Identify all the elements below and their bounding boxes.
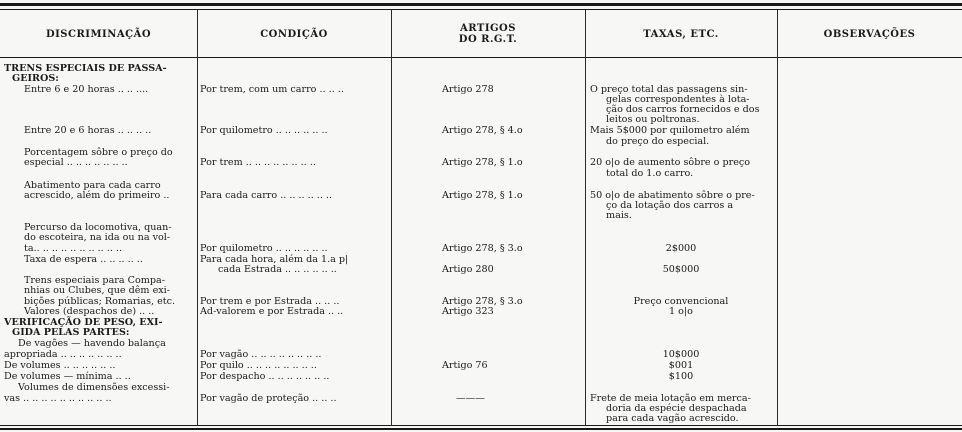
divider-1	[197, 10, 198, 426]
taxa-row-4c: mais.	[606, 210, 632, 221]
taxa-row-2b: do preço do especial.	[606, 136, 710, 147]
art-row-2: Artigo 278, § 4.o	[442, 125, 523, 136]
cond-row-11: Por despacho .. .. .. .. .. .. ..	[200, 371, 330, 382]
disc-row-4a: Abatimento para cada carro	[24, 180, 161, 191]
taxa-row-4b: ço da lotação dos carros a	[606, 200, 734, 211]
cond-row-6b: cada Estrada .. .. .. .. .. ..	[218, 264, 337, 275]
section-trens-especiais: TRENS ESPECIAIS DE PASSA-	[4, 63, 167, 74]
disc-row-10: De volumes .. .. .. .. .. ..	[4, 360, 116, 371]
taxa-row-2a: Mais 5$000 por quilometro além	[590, 125, 750, 136]
taxa-row-3b: total do 1.o carro.	[606, 168, 694, 179]
taxa-row-8: 1 o|o	[669, 306, 693, 317]
cond-row-5: Por quilometro .. .. .. .. .. ..	[200, 243, 328, 254]
taxa-row-7: Preço convencional	[633, 296, 729, 307]
disc-row-1: Entre 6 e 20 horas .. .. ....	[24, 84, 149, 95]
art-row-5: Artigo 278, § 3.o	[442, 243, 523, 254]
taxa-row-1d: leitos ou poltronas.	[606, 114, 700, 125]
cond-row-8: Ad-valorem e por Estrada .. ..	[200, 306, 344, 317]
taxa-row-12b: doria da espécie despachada	[606, 403, 747, 414]
cond-row-9: Por vagão .. .. .. .. .. .. .. ..	[200, 349, 322, 360]
header-artigos-line2: DO R.G.T.	[458, 34, 518, 45]
art-row-12-dash: ———	[456, 393, 485, 404]
taxa-row-12a: Frete de meia lotação em merca-	[590, 393, 751, 404]
cond-row-4: Para cada carro .. .. .. .. .. ..	[200, 190, 333, 201]
disc-row-2: Entre 20 e 6 horas .. .. .. ..	[24, 125, 152, 136]
cond-row-3: Por trem .. .. .. .. .. .. .. ..	[200, 157, 316, 168]
art-row-9: Artigo 76	[442, 360, 488, 371]
section-trens-especiais-cont: GEIROS:	[12, 73, 59, 84]
bottom-rule-thick	[0, 428, 962, 430]
disc-row-7b: nhias ou Clubes, que dêm exi-	[24, 285, 170, 296]
divider-2	[391, 10, 392, 426]
art-row-3: Artigo 278, § 1.o	[442, 157, 523, 168]
disc-row-5b: do escoteira, na ida ou na vol-	[24, 232, 171, 243]
cond-row-7: Por trem e por Estrada .. .. ..	[200, 296, 340, 307]
taxa-row-10: $001	[668, 360, 694, 371]
top-rule-thin	[0, 9, 962, 10]
art-row-4: Artigo 278, § 1.o	[442, 190, 523, 201]
art-row-8: Artigo 323	[442, 306, 494, 317]
taxa-row-12c: para cada vagão acrescido.	[606, 413, 739, 424]
disc-row-8: Valores (despachos de) .. ..	[24, 306, 155, 317]
header-artigos-line1: ARTIGOS	[460, 23, 516, 34]
cond-row-12: Por vagão de proteção .. .. ..	[200, 393, 337, 404]
taxa-row-9: 10$000	[662, 349, 700, 360]
taxa-row-1a: O preço total das passagens sin-	[590, 84, 748, 95]
cond-row-2: Por quilometro .. .. .. .. .. ..	[200, 125, 328, 136]
disc-row-12a: Volumes de dimensões excessi-	[18, 382, 170, 393]
taxa-row-1c: ção dos carros fornecidos e dos	[606, 104, 760, 115]
header-bottom-rule	[0, 57, 962, 58]
bottom-rule-thin	[0, 425, 962, 426]
disc-row-12b: vas .. .. .. .. .. .. .. .. .. ..	[4, 393, 112, 404]
disc-row-3b: especial .. .. .. .. .. .. ..	[24, 157, 128, 168]
cond-row-1: Por trem, com um carro .. .. ..	[200, 84, 344, 95]
taxa-row-11: $100	[668, 371, 694, 382]
disc-row-4b: acrescido, além do primeiro ..	[24, 190, 170, 201]
disc-row-9b: apropriada .. .. .. .. .. .. ..	[4, 349, 122, 360]
top-rule-thick	[0, 3, 962, 6]
section-verificacao-peso: VERIFICAÇÃO DE PESO, EXI-	[4, 317, 163, 328]
disc-row-5a: Percurso da locomotiva, quan-	[24, 222, 172, 233]
cond-row-10: Por quilo .. .. .. .. .. .. .. ..	[200, 360, 317, 371]
header-observacoes: OBSERVAÇÕES	[823, 28, 916, 40]
taxa-row-6: 50$000	[662, 264, 700, 275]
header-condicao: CONDIÇÃO	[260, 28, 328, 40]
taxa-row-4a: 50 o|o de abatimento sôbre o pre-	[590, 190, 755, 201]
disc-row-11: De volumes — mínima .. ..	[4, 371, 131, 382]
art-row-7: Artigo 278, § 3.o	[442, 296, 523, 307]
art-row-1: Artigo 278	[442, 84, 494, 95]
taxa-row-5: 2$000	[665, 243, 697, 254]
disc-row-7c: bições públicas; Romarias, etc.	[24, 296, 176, 307]
taxa-row-3a: 20 o|o de aumento sôbre o preço	[590, 157, 751, 168]
header-taxas: TAXAS, ETC.	[643, 28, 719, 40]
cond-row-6a: Para cada hora, além da 1.a p|	[200, 254, 349, 265]
disc-row-9a: De vagões — havendo balança	[18, 338, 166, 349]
disc-row-5c: ta.. .. .. .. .. .. .. .. .. ..	[24, 243, 123, 254]
art-row-6: Artigo 280	[442, 264, 494, 275]
section-verificacao-peso-cont: GIDA PELAS PARTES:	[12, 327, 130, 338]
header-artigos	[391, 16, 585, 52]
disc-row-3a: Porcentagem sôbre o preço do	[24, 147, 173, 158]
disc-row-6: Taxa de espera .. .. .. .. ..	[24, 254, 143, 265]
taxa-row-1b: gelas correspondentes à lota-	[606, 94, 750, 105]
disc-row-7a: Trens especiais para Compa-	[24, 275, 165, 286]
divider-4	[777, 10, 778, 426]
header-discriminacao: DISCRIMINAÇÃO	[45, 28, 152, 40]
